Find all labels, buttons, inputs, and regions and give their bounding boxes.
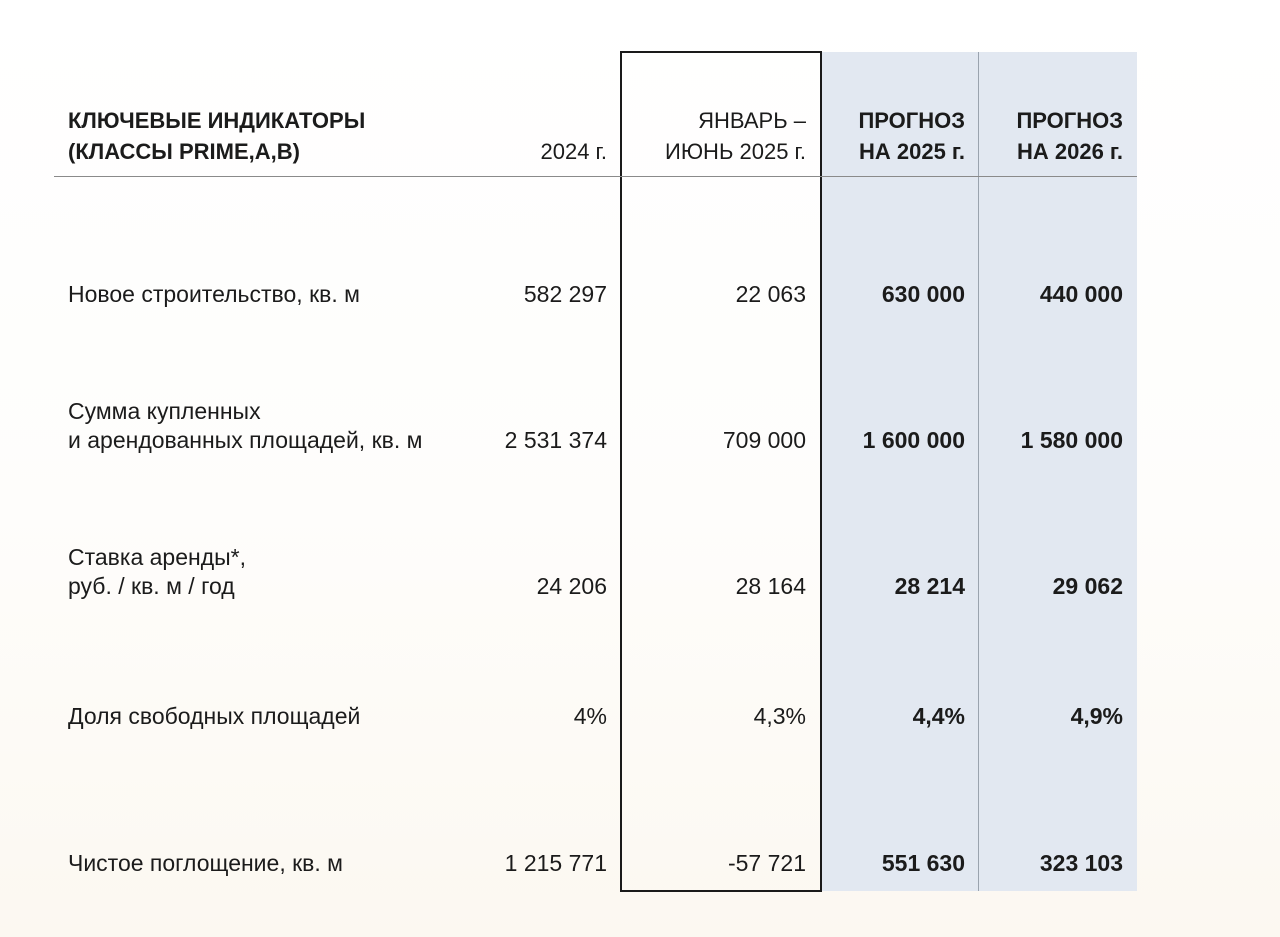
cell-2024: 2 531 374 [504,427,607,453]
cell-forecast-2025: 28 214 [894,573,965,599]
row-label-new-construction [68,280,360,309]
cell-jan-jun-2025: 709 000 [722,427,806,453]
cell-2024: 1 215 771 [504,850,607,876]
header-indicator [68,105,365,167]
header-2024 [540,105,607,167]
header-forecast-2026 [1016,105,1123,167]
header-2024-text: 2024 г. [540,139,607,164]
row-label-line: Ставка аренды*, [68,544,247,570]
cell-forecast-2026: 1 580 000 [1020,427,1123,453]
row-label-line: Доля свободных площадей [68,703,361,729]
header-forecast-2026-line-1: ПРОГНОЗ [1016,108,1123,133]
cell-jan-jun-2025: 4,3% [753,703,806,729]
header-divider [54,176,1137,177]
header-forecast-2026-line-2: НА 2026 г. [1016,139,1123,164]
cell-jan-jun-2025: 28 164 [735,573,806,599]
cell-jan-jun-2025: -57 721 [727,850,806,876]
row-label-transactions [68,397,422,455]
cell-forecast-2025: 551 630 [881,850,965,876]
row-label-vacancy [68,702,360,731]
row-label-line: руб. / кв. м / год [68,573,235,599]
row-label-line: и арендованных площадей, кв. м [68,427,423,453]
cell-forecast-2026: 4,9% [1070,703,1123,729]
cell-forecast-2026: 440 000 [1039,281,1123,307]
header-jan-jun-line-1: ЯНВАРЬ – [698,108,806,133]
cell-2024: 24 206 [536,573,607,599]
cell-forecast-2025: 1 600 000 [862,427,965,453]
cell-2024: 582 297 [523,281,607,307]
header-jan-jun-line-2: ИЮНЬ 2025 г. [665,139,806,164]
header-forecast-2025-line-1: ПРОГНОЗ [858,108,965,133]
cell-forecast-2025: 4,4% [912,703,965,729]
cell-2024: 4% [573,703,607,729]
forecast-columns-background [822,52,1137,891]
header-jan-jun-2025 [665,105,806,167]
header-indicator-line-2: (КЛАССЫ PRIME,A,B) [68,139,300,164]
row-label-line: Сумма купленных [68,398,261,424]
row-label-line: Новое строительство, кв. м [68,281,360,307]
row-label-line: Чистое поглощение, кв. м [68,850,343,876]
cell-jan-jun-2025: 22 063 [735,281,806,307]
header-forecast-2025-line-2: НА 2025 г. [858,139,965,164]
highlight-column-frame [620,51,822,892]
row-label-rent-rate [68,543,246,601]
cell-forecast-2026: 323 103 [1039,850,1123,876]
header-indicator-line-1: КЛЮЧЕВЫЕ ИНДИКАТОРЫ [68,108,366,133]
cell-forecast-2026: 29 062 [1052,573,1123,599]
forecast-columns-divider [978,52,979,891]
row-label-net-absorption [68,849,343,878]
cell-forecast-2025: 630 000 [881,281,965,307]
header-forecast-2025 [858,105,965,167]
